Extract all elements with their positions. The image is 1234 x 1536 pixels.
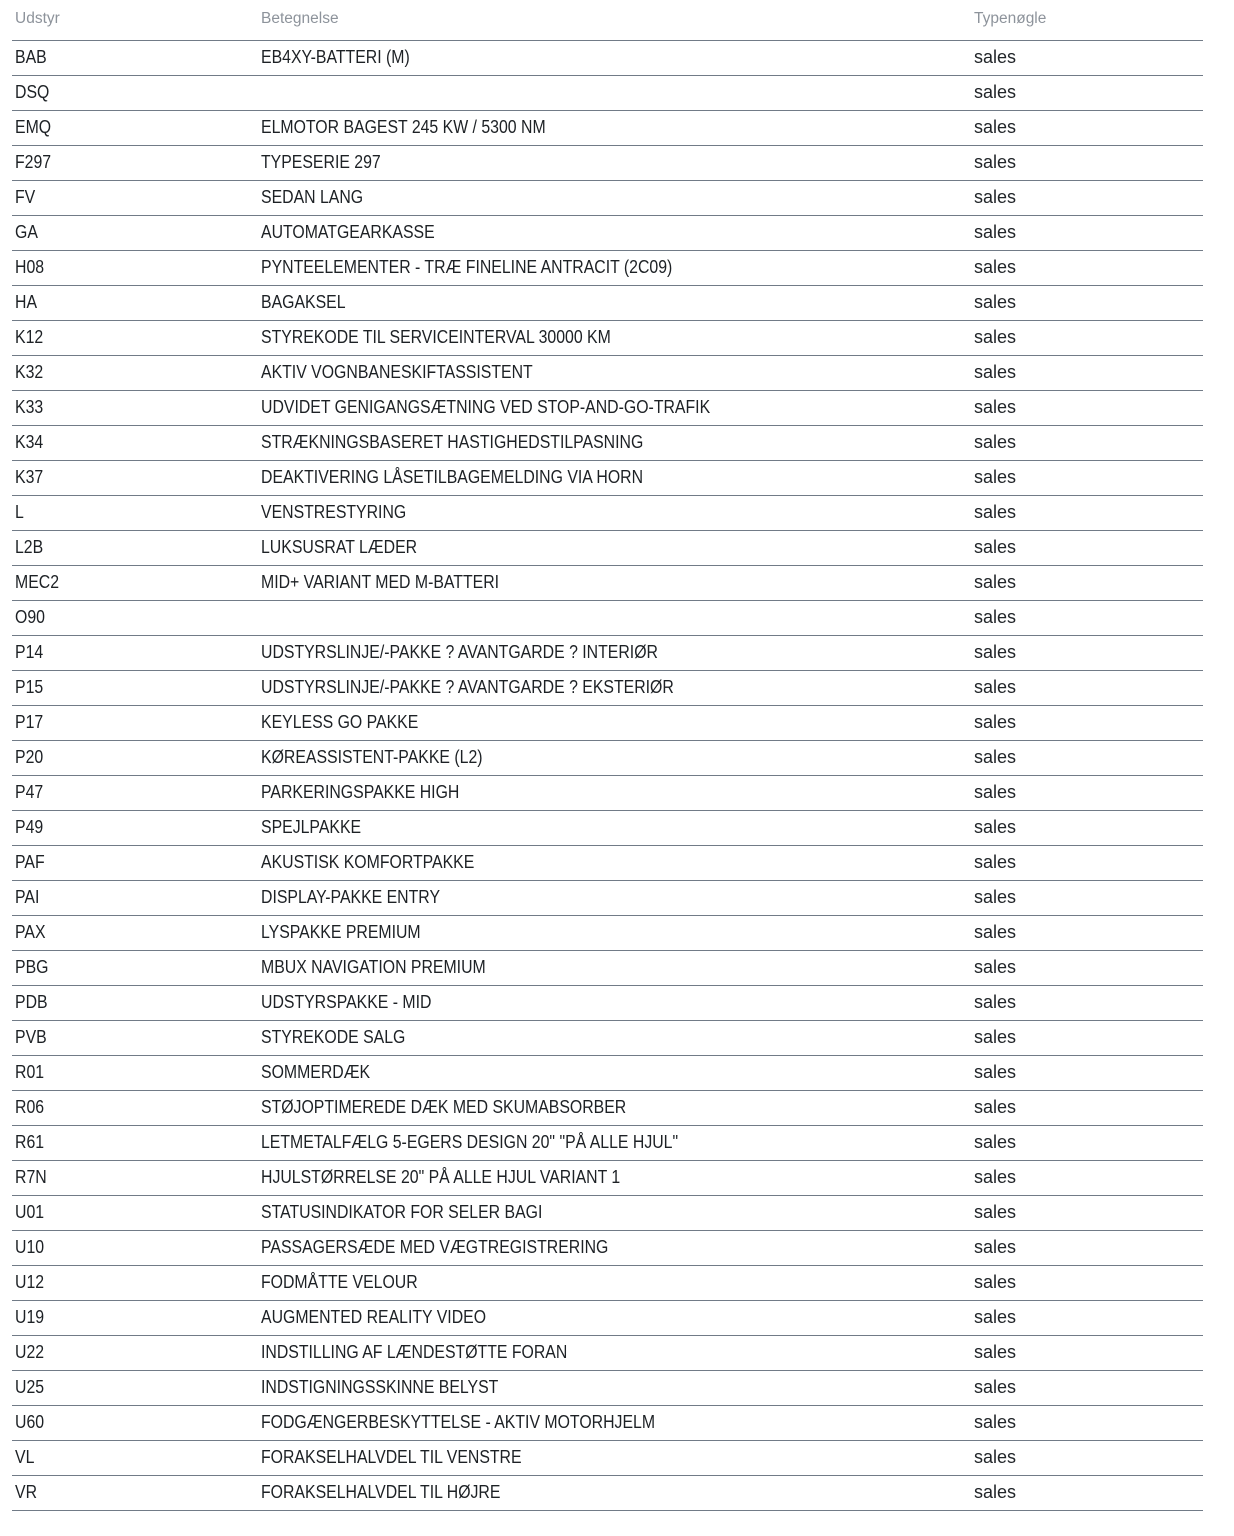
table-row — [12, 390, 1203, 425]
designation-cell-text: AUTOMATGEARKASSE — [261, 222, 435, 242]
equipment-code-cell — [12, 635, 258, 670]
designation-cell — [258, 775, 971, 810]
equipment-code-cell — [12, 1230, 258, 1265]
equipment-code-cell-text: L — [15, 502, 24, 522]
type-key-cell-text: sales — [974, 957, 1017, 977]
equipment-code-cell — [12, 1090, 258, 1125]
type-key-cell — [971, 880, 1203, 915]
type-key-cell — [971, 635, 1203, 670]
equipment-code-cell — [12, 390, 258, 425]
equipment-table — [12, 0, 1203, 1511]
designation-cell-text: BAGAKSEL — [261, 292, 346, 312]
designation-cell — [258, 705, 971, 740]
type-key-cell-text: sales — [974, 852, 1017, 872]
equipment-code-cell — [12, 1160, 258, 1195]
type-key-cell — [971, 75, 1203, 110]
type-key-cell — [971, 775, 1203, 810]
equipment-code-cell-text: PVB — [15, 1027, 47, 1047]
column-header-betegnelse: Betegnelse — [258, 0, 971, 40]
designation-cell-text: LYSPAKKE PREMIUM — [261, 922, 421, 942]
designation-cell-text: LETMETALFÆLG 5-EGERS DESIGN 20" "PÅ ALLE HJUL" — [261, 1132, 679, 1152]
type-key-cell-text: sales — [974, 1377, 1017, 1397]
designation-cell — [258, 460, 971, 495]
table-row — [12, 740, 1203, 775]
type-key-cell — [971, 40, 1203, 75]
equipment-code-cell — [12, 950, 258, 985]
table-row — [12, 355, 1203, 390]
equipment-code-cell-text: O90 — [15, 607, 45, 627]
type-key-cell — [971, 110, 1203, 145]
table-row — [12, 75, 1203, 110]
equipment-code-cell — [12, 40, 258, 75]
designation-cell — [258, 985, 971, 1020]
designation-cell — [258, 565, 971, 600]
equipment-code-cell-text: PAF — [15, 852, 45, 872]
equipment-code-cell-text: VR — [15, 1482, 38, 1502]
equipment-code-cell — [12, 1125, 258, 1160]
designation-cell — [258, 740, 971, 775]
equipment-code-cell — [12, 425, 258, 460]
table-row — [12, 1090, 1203, 1125]
equipment-code-cell-text: EMQ — [15, 117, 52, 137]
table-row — [12, 530, 1203, 565]
type-key-cell — [971, 1160, 1203, 1195]
table-row — [12, 1230, 1203, 1265]
equipment-code-cell — [12, 705, 258, 740]
equipment-code-cell — [12, 1195, 258, 1230]
designation-cell — [258, 670, 971, 705]
table-row — [12, 1405, 1203, 1440]
equipment-code-cell-text: DSQ — [15, 82, 50, 102]
designation-cell-text: STATUSINDIKATOR FOR SELER BAGI — [261, 1202, 543, 1222]
type-key-cell-text: sales — [974, 1027, 1017, 1047]
equipment-code-cell-text: R61 — [15, 1132, 45, 1152]
equipment-code-cell-text: F297 — [15, 152, 52, 172]
designation-cell — [258, 1440, 971, 1475]
type-key-cell — [971, 320, 1203, 355]
type-key-cell — [971, 285, 1203, 320]
designation-cell — [258, 180, 971, 215]
designation-cell-text: INDSTIGNINGSSKINNE BELYST — [261, 1377, 499, 1397]
designation-cell-text: SEDAN LANG — [261, 187, 364, 207]
table-row — [12, 670, 1203, 705]
type-key-cell — [971, 145, 1203, 180]
designation-cell — [258, 320, 971, 355]
designation-cell-text: SPEJLPAKKE — [261, 817, 362, 837]
type-key-cell-text: sales — [974, 1097, 1017, 1117]
type-key-cell — [971, 1195, 1203, 1230]
equipment-code-cell-text: P20 — [15, 747, 44, 767]
type-key-cell — [971, 915, 1203, 950]
designation-cell-text: FORAKSELHALVDEL TIL HØJRE — [261, 1482, 501, 1502]
designation-cell — [258, 810, 971, 845]
type-key-cell-text: sales — [974, 292, 1017, 312]
designation-cell — [258, 1335, 971, 1370]
type-key-cell-text: sales — [974, 817, 1017, 837]
equipment-code-cell-text: P47 — [15, 782, 44, 802]
designation-cell-text: DEAKTIVERING LÅSETILBAGEMELDING VIA HORN — [261, 467, 644, 487]
equipment-code-cell — [12, 565, 258, 600]
equipment-code-cell — [12, 215, 258, 250]
equipment-code-cell — [12, 285, 258, 320]
type-key-cell-text: sales — [974, 1167, 1017, 1187]
equipment-code-cell — [12, 75, 258, 110]
table-row — [12, 1370, 1203, 1405]
designation-cell-text: INDSTILLING AF LÆNDESTØTTE FORAN — [261, 1342, 568, 1362]
table-row — [12, 250, 1203, 285]
equipment-code-cell-text: VL — [15, 1447, 35, 1467]
type-key-cell-text: sales — [974, 467, 1017, 487]
table-row — [12, 810, 1203, 845]
type-key-cell — [971, 1370, 1203, 1405]
type-key-cell — [971, 530, 1203, 565]
designation-cell — [258, 530, 971, 565]
type-key-cell-text: sales — [974, 1272, 1017, 1292]
table-row — [12, 285, 1203, 320]
equipment-code-cell-text: GA — [15, 222, 38, 242]
type-key-cell — [971, 1405, 1203, 1440]
equipment-code-cell-text: MEC2 — [15, 572, 60, 592]
designation-cell — [258, 1370, 971, 1405]
type-key-cell-text: sales — [974, 1342, 1017, 1362]
type-key-cell-text: sales — [974, 712, 1017, 732]
designation-cell — [258, 285, 971, 320]
designation-cell — [258, 110, 971, 145]
type-key-cell — [971, 1300, 1203, 1335]
type-key-cell — [971, 1020, 1203, 1055]
type-key-cell — [971, 425, 1203, 460]
table-row — [12, 845, 1203, 880]
equipment-code-cell-text: R7N — [15, 1167, 47, 1187]
equipment-code-cell-text: K12 — [15, 327, 44, 347]
designation-cell-text: UDSTYRSLINJE/-PAKKE ? AVANTGARDE ? EKSTERIØR — [261, 677, 674, 697]
table-row — [12, 1160, 1203, 1195]
type-key-cell-text: sales — [974, 992, 1017, 1012]
equipment-code-cell-text: L2B — [15, 537, 44, 557]
table-row — [12, 1335, 1203, 1370]
equipment-code-cell-text: FV — [15, 187, 36, 207]
equipment-code-cell — [12, 740, 258, 775]
equipment-code-cell — [12, 320, 258, 355]
column-header-typenoegle: Typenøgle — [971, 0, 1203, 40]
table-row — [12, 1440, 1203, 1475]
table-row — [12, 145, 1203, 180]
equipment-code-cell-text: R01 — [15, 1062, 45, 1082]
table-row — [12, 180, 1203, 215]
designation-cell-text: MBUX NAVIGATION PREMIUM — [261, 957, 486, 977]
type-key-cell — [971, 1440, 1203, 1475]
equipment-code-cell-text: R06 — [15, 1097, 45, 1117]
equipment-code-cell-text: U60 — [15, 1412, 45, 1432]
type-key-cell-text: sales — [974, 782, 1017, 802]
equipment-code-cell — [12, 985, 258, 1020]
table-row — [12, 1020, 1203, 1055]
designation-cell-text: ELMOTOR BAGEST 245 KW / 5300 NM — [261, 117, 546, 137]
designation-cell — [258, 75, 971, 110]
equipment-code-cell — [12, 355, 258, 390]
type-key-cell-text: sales — [974, 1412, 1017, 1432]
table-row — [12, 1125, 1203, 1160]
equipment-code-cell-text: PDB — [15, 992, 48, 1012]
type-key-cell-text: sales — [974, 747, 1017, 767]
designation-cell — [258, 845, 971, 880]
type-key-cell-text: sales — [974, 1447, 1017, 1467]
type-key-cell-text: sales — [974, 1202, 1017, 1222]
table-row — [12, 600, 1203, 635]
table-row — [12, 1195, 1203, 1230]
type-key-cell — [971, 845, 1203, 880]
table-row — [12, 635, 1203, 670]
designation-cell-text: AUGMENTED REALITY VIDEO — [261, 1307, 487, 1327]
designation-cell-text: STYREKODE TIL SERVICEINTERVAL 30000 KM — [261, 327, 611, 347]
designation-cell-text: PARKERINGSPAKKE HIGH — [261, 782, 460, 802]
equipment-code-cell — [12, 530, 258, 565]
type-key-cell — [971, 1055, 1203, 1090]
designation-cell-text: UDSTYRSLINJE/-PAKKE ? AVANTGARDE ? INTERIØR — [261, 642, 658, 662]
type-key-cell — [971, 740, 1203, 775]
designation-cell — [258, 950, 971, 985]
column-header-udstyr: Udstyr — [12, 0, 258, 40]
equipment-code-cell — [12, 1370, 258, 1405]
designation-cell-text: EB4XY-BATTERI (M) — [261, 47, 410, 67]
designation-cell — [258, 1055, 971, 1090]
equipment-code-cell — [12, 250, 258, 285]
equipment-code-cell-text: U25 — [15, 1377, 45, 1397]
table-body — [12, 40, 1203, 1510]
type-key-cell-text: sales — [974, 1307, 1017, 1327]
designation-cell — [258, 1475, 971, 1510]
designation-cell — [258, 1160, 971, 1195]
designation-cell-text: HJULSTØRRELSE 20" PÅ ALLE HJUL VARIANT 1 — [261, 1167, 621, 1187]
table-row — [12, 915, 1203, 950]
equipment-code-cell-text: U22 — [15, 1342, 45, 1362]
type-key-cell — [971, 985, 1203, 1020]
table-row — [12, 110, 1203, 145]
type-key-cell — [971, 180, 1203, 215]
type-key-cell-text: sales — [974, 887, 1017, 907]
equipment-code-cell — [12, 1475, 258, 1510]
type-key-cell-text: sales — [974, 642, 1017, 662]
equipment-code-cell — [12, 1265, 258, 1300]
type-key-cell-text: sales — [974, 1062, 1017, 1082]
designation-cell-text: VENSTRESTYRING — [261, 502, 407, 522]
type-key-cell — [971, 670, 1203, 705]
designation-cell — [258, 1405, 971, 1440]
type-key-cell — [971, 250, 1203, 285]
designation-cell-text: STRÆKNINGSBASERET HASTIGHEDSTILPASNING — [261, 432, 644, 452]
designation-cell — [258, 1020, 971, 1055]
designation-cell — [258, 1125, 971, 1160]
equipment-code-cell-text: H08 — [15, 257, 45, 277]
table-row — [12, 460, 1203, 495]
equipment-code-cell-text: U10 — [15, 1237, 45, 1257]
designation-cell-text: SOMMERDÆK — [261, 1062, 371, 1082]
table-row — [12, 705, 1203, 740]
equipment-code-cell-text: K33 — [15, 397, 44, 417]
type-key-cell — [971, 1265, 1203, 1300]
designation-cell-text: STYREKODE SALG — [261, 1027, 406, 1047]
designation-cell-text: FODGÆNGERBESKYTTELSE - AKTIV MOTORHJELM — [261, 1412, 656, 1432]
equipment-code-cell — [12, 1055, 258, 1090]
designation-cell — [258, 355, 971, 390]
table-row — [12, 950, 1203, 985]
designation-cell — [258, 1090, 971, 1125]
type-key-cell-text: sales — [974, 187, 1017, 207]
type-key-cell — [971, 1090, 1203, 1125]
equipment-code-cell-text: PAX — [15, 922, 46, 942]
equipment-code-cell-text: BAB — [15, 47, 47, 67]
table-row — [12, 40, 1203, 75]
type-key-cell-text: sales — [974, 362, 1017, 382]
designation-cell — [258, 390, 971, 425]
equipment-code-cell-text: U01 — [15, 1202, 45, 1222]
designation-cell — [258, 1195, 971, 1230]
equipment-code-cell — [12, 880, 258, 915]
equipment-code-cell-text: P14 — [15, 642, 44, 662]
type-key-cell — [971, 1230, 1203, 1265]
equipment-code-cell-text: U19 — [15, 1307, 45, 1327]
designation-cell — [258, 1230, 971, 1265]
designation-cell-text: KØREASSISTENT-PAKKE (L2) — [261, 747, 483, 767]
type-key-cell-text: sales — [974, 222, 1017, 242]
type-key-cell — [971, 950, 1203, 985]
type-key-cell — [971, 565, 1203, 600]
type-key-cell-text: sales — [974, 537, 1017, 557]
type-key-cell-text: sales — [974, 1237, 1017, 1257]
type-key-cell-text: sales — [974, 82, 1017, 102]
table-row — [12, 775, 1203, 810]
designation-cell-text: KEYLESS GO PAKKE — [261, 712, 419, 732]
equipment-code-cell-text: PAI — [15, 887, 40, 907]
designation-cell — [258, 1265, 971, 1300]
designation-cell-text: DISPLAY-PAKKE ENTRY — [261, 887, 441, 907]
designation-cell — [258, 250, 971, 285]
designation-cell — [258, 40, 971, 75]
type-key-cell-text: sales — [974, 47, 1017, 67]
table-row — [12, 425, 1203, 460]
designation-cell-text: UDSTYRSPAKKE - MID — [261, 992, 432, 1012]
equipment-code-cell-text: K37 — [15, 467, 44, 487]
type-key-cell — [971, 390, 1203, 425]
type-key-cell-text: sales — [974, 257, 1017, 277]
equipment-code-cell — [12, 1020, 258, 1055]
designation-cell-text: TYPESERIE 297 — [261, 152, 381, 172]
designation-cell-text: AKTIV VOGNBANESKIFTASSISTENT — [261, 362, 533, 382]
equipment-code-cell — [12, 145, 258, 180]
equipment-code-cell — [12, 845, 258, 880]
type-key-cell — [971, 495, 1203, 530]
type-key-cell-text: sales — [974, 607, 1017, 627]
designation-cell-text: LUKSUSRAT LÆDER — [261, 537, 418, 557]
equipment-code-cell — [12, 775, 258, 810]
designation-cell-text: STØJOPTIMEREDE DÆK MED SKUMABSORBER — [261, 1097, 627, 1117]
designation-cell-text: PASSAGERSÆDE MED VÆGTREGISTRERING — [261, 1237, 609, 1257]
designation-cell — [258, 880, 971, 915]
table-row — [12, 495, 1203, 530]
table-header-row — [12, 0, 1203, 40]
equipment-code-cell — [12, 600, 258, 635]
type-key-cell — [971, 215, 1203, 250]
equipment-code-cell-text: P49 — [15, 817, 44, 837]
equipment-code-cell — [12, 915, 258, 950]
designation-cell-text: MID+ VARIANT MED M-BATTERI — [261, 572, 500, 592]
type-key-cell-text: sales — [974, 922, 1017, 942]
designation-cell — [258, 145, 971, 180]
designation-cell — [258, 600, 971, 635]
designation-cell — [258, 425, 971, 460]
equipment-code-cell — [12, 460, 258, 495]
type-key-cell-text: sales — [974, 1482, 1017, 1502]
table-row — [12, 1055, 1203, 1090]
equipment-code-cell — [12, 1405, 258, 1440]
equipment-code-cell — [12, 180, 258, 215]
type-key-cell-text: sales — [974, 397, 1017, 417]
type-key-cell-text: sales — [974, 1132, 1017, 1152]
type-key-cell-text: sales — [974, 502, 1017, 522]
type-key-cell-text: sales — [974, 432, 1017, 452]
table-row — [12, 1475, 1203, 1510]
type-key-cell — [971, 1335, 1203, 1370]
type-key-cell-text: sales — [974, 327, 1017, 347]
equipment-code-cell — [12, 1335, 258, 1370]
designation-cell — [258, 915, 971, 950]
equipment-code-cell — [12, 1440, 258, 1475]
equipment-code-cell-text: PBG — [15, 957, 49, 977]
equipment-code-cell-text: P17 — [15, 712, 44, 732]
designation-cell-text: FORAKSELHALVDEL TIL VENSTRE — [261, 1447, 522, 1467]
equipment-code-cell-text: U12 — [15, 1272, 45, 1292]
table-row — [12, 1300, 1203, 1335]
designation-cell — [258, 635, 971, 670]
equipment-code-cell-text: K34 — [15, 432, 44, 452]
type-key-cell — [971, 460, 1203, 495]
equipment-code-cell-text: P15 — [15, 677, 44, 697]
equipment-code-cell-text: K32 — [15, 362, 44, 382]
table-row — [12, 320, 1203, 355]
type-key-cell — [971, 810, 1203, 845]
equipment-code-cell — [12, 670, 258, 705]
type-key-cell — [971, 355, 1203, 390]
designation-cell-text: AKUSTISK KOMFORTPAKKE — [261, 852, 475, 872]
equipment-code-cell — [12, 110, 258, 145]
table-row — [12, 880, 1203, 915]
type-key-cell-text: sales — [974, 677, 1017, 697]
designation-cell — [258, 1300, 971, 1335]
equipment-code-cell — [12, 1300, 258, 1335]
equipment-code-cell — [12, 495, 258, 530]
designation-cell-text: UDVIDET GENIGANGSÆTNING VED STOP-AND-GO-TRAFIK — [261, 397, 711, 417]
designation-cell — [258, 215, 971, 250]
table-row — [12, 565, 1203, 600]
table-row — [12, 1265, 1203, 1300]
type-key-cell-text: sales — [974, 572, 1017, 592]
designation-cell-text: FODMÅTTE VELOUR — [261, 1272, 418, 1292]
equipment-code-cell-text: HA — [15, 292, 38, 312]
type-key-cell — [971, 1125, 1203, 1160]
type-key-cell — [971, 600, 1203, 635]
designation-cell-text: PYNTEELEMENTER - TRÆ FINELINE ANTRACIT (2C09) — [261, 257, 673, 277]
equipment-code-cell — [12, 810, 258, 845]
table-row — [12, 215, 1203, 250]
type-key-cell — [971, 1475, 1203, 1510]
type-key-cell — [971, 705, 1203, 740]
table-row — [12, 985, 1203, 1020]
type-key-cell-text: sales — [974, 117, 1017, 137]
designation-cell — [258, 495, 971, 530]
type-key-cell-text: sales — [974, 152, 1017, 172]
